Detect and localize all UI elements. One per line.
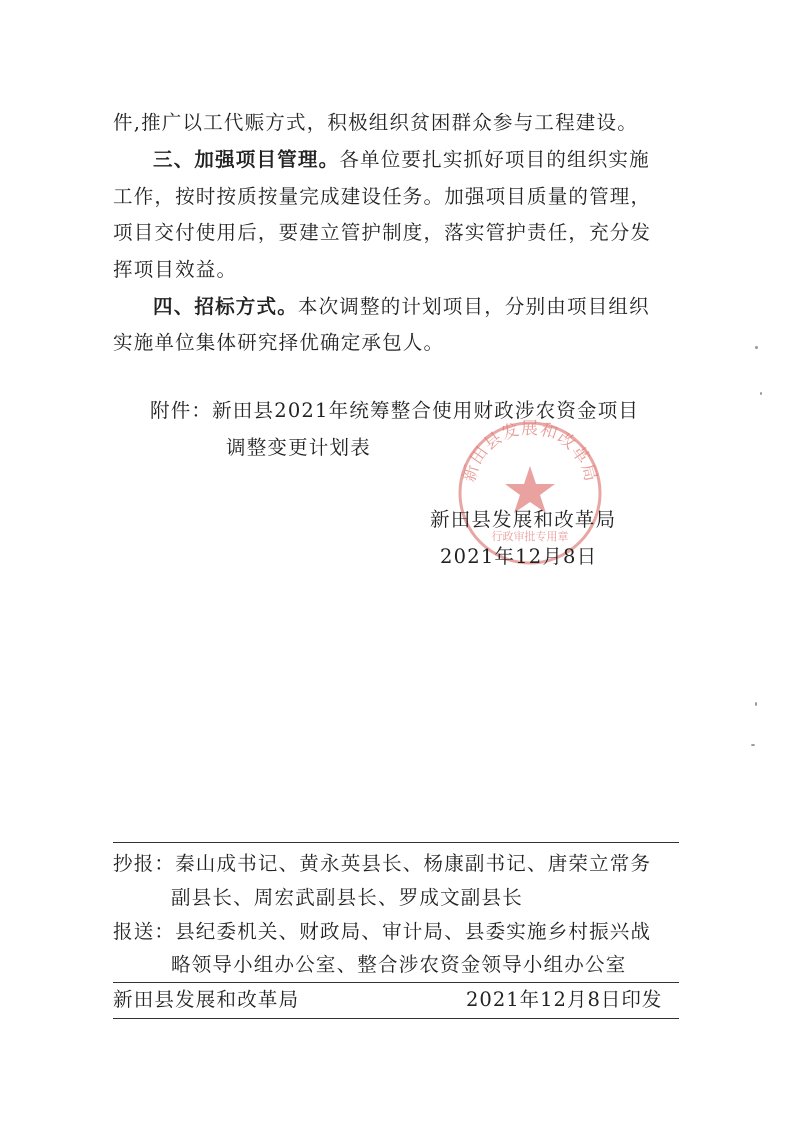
body-line-5: 挥项目效益。 [113, 258, 238, 281]
cc-label: 抄报： [113, 852, 176, 875]
attachment-label: 附件： [150, 399, 213, 422]
body-line-7: 实施单位集体研究择优确定承包人。 [113, 331, 445, 354]
signature-date: 2021年12月8日 [440, 545, 598, 568]
send-recipients-1: 县纪委机关、财政局、审计局、县委实施乡村振兴战 [175, 920, 652, 943]
section-4-text: 本次调整的计划项目，分别由项目组织 [297, 295, 650, 318]
footer-issuer: 新田县发展和改革局 [113, 988, 300, 1011]
attachment-line-1 [150, 399, 720, 423]
attachment-title-1: 新田县2021年统筹整合使用财政涉农资金项目 [212, 399, 640, 422]
middle-divider [113, 982, 679, 983]
top-divider [113, 842, 679, 843]
scan-mark [755, 702, 757, 706]
section-3-text: 各单位要扎实抓好项目的组织实施 [339, 148, 650, 171]
body-line-3: 工作，按时按质按量完成建设任务。加强项目质量的管理， [113, 185, 652, 208]
body-line-1: 件,推广以工代赈方式，积极组织贫困群众参与工程建设。 [113, 111, 638, 134]
cc-row-1 [113, 852, 651, 876]
section-3-heading: 三、加强项目管理。 [153, 148, 340, 171]
footer-issue-date: 2021年12月8日印发 [466, 988, 663, 1011]
bottom-divider [113, 1018, 679, 1019]
send-label: 报送： [113, 920, 176, 943]
attachment-title-2: 调整变更计划表 [226, 436, 371, 459]
svg-text:新田县发展和改革局: 新田县发展和改革局 [459, 418, 601, 485]
scan-mark [760, 392, 762, 395]
scan-mark [755, 346, 758, 349]
scan-mark [751, 744, 755, 746]
send-row-1 [113, 920, 651, 944]
section-3-paragraph [153, 148, 723, 172]
send-recipients-2: 略领导小组办公室、整合涉农资金领导小组办公室 [171, 953, 627, 976]
svg-text:行政审批专用章: 行政审批专用章 [491, 530, 569, 543]
body-line-4: 项目交付使用后，要建立管护制度，落实管护责任，充分发 [113, 221, 652, 244]
section-4-heading: 四、招标方式。 [153, 295, 298, 318]
cc-recipients-2: 副县长、周宏武副县长、罗成文副县长 [171, 886, 523, 909]
signature-org: 新田县发展和改革局 [430, 508, 617, 531]
cc-recipients-1: 秦山成书记、黄永英县长、杨康副书记、唐荣立常务 [175, 852, 652, 875]
section-4-paragraph [153, 295, 723, 319]
